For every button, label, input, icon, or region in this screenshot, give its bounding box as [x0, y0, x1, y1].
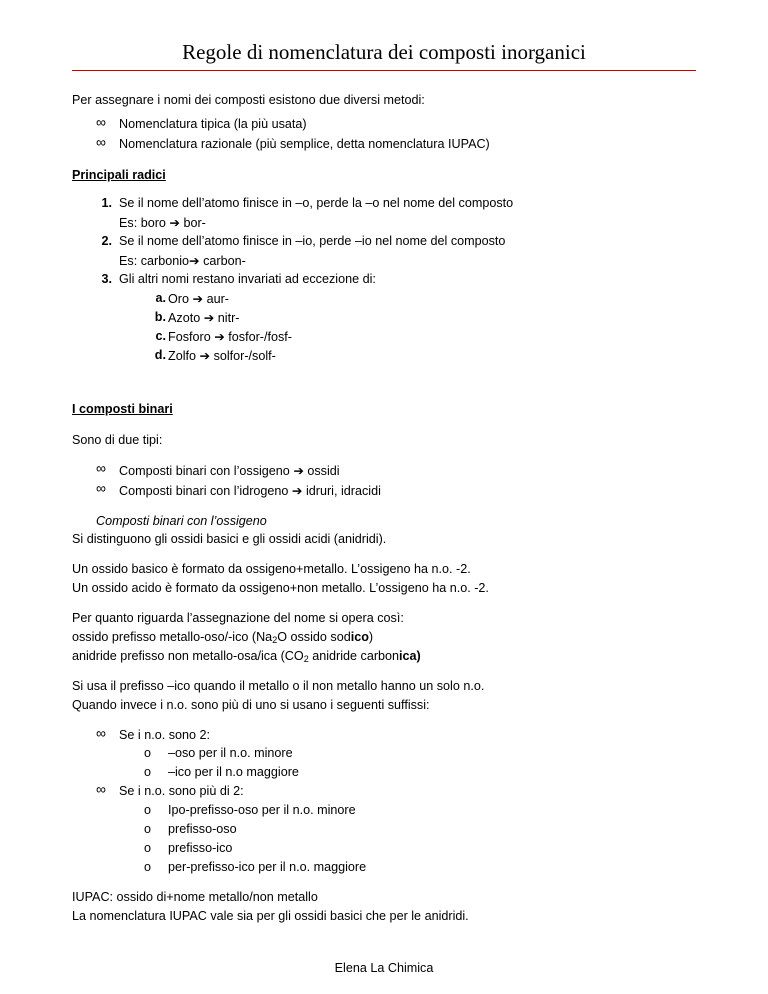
bullet-circle-icon: o	[144, 765, 152, 779]
suffix-rule: –ico per il n.o maggiore	[168, 765, 299, 779]
binari-type: Composti binari con l’idrogeno ➔ idruri, idracidi	[119, 484, 381, 498]
bullet-circle-icon: o	[144, 746, 152, 760]
bullet-infinity-icon: ∞	[96, 480, 106, 496]
paragraph: Un ossido basico è formato da ossigeno+metallo. L’ossigeno ha n.o. -2.	[72, 562, 471, 576]
bullet-infinity-icon: ∞	[96, 114, 106, 130]
list-number: 2.	[101, 234, 112, 248]
suffix-rule: per-prefisso-ico per il n.o. maggiore	[168, 860, 367, 874]
paragraph: Un ossido acido è formato da ossigeno+non metallo. L’ossigeno ha n.o. -2.	[72, 581, 489, 595]
rule-text: Se il nome dell’atomo finisce in –o, perde la –o nel nome del composto	[119, 196, 514, 210]
arrow-right-icon: ➔	[293, 464, 304, 478]
list-letter: c.	[155, 329, 166, 343]
exception-item: Oro ➔ aur-	[168, 292, 229, 306]
paragraph: IUPAC: ossido di+nome metallo/non metallo	[72, 890, 318, 904]
bullet-circle-icon: o	[144, 841, 152, 855]
list-letter: a.	[155, 291, 166, 305]
arrow-right-icon: ➔	[189, 254, 200, 268]
bullet-infinity-icon: ∞	[96, 725, 106, 741]
exception-item: Zolfo ➔ solfor-/solf-	[168, 349, 276, 363]
list-letter: d.	[154, 348, 166, 362]
naming-rule-ossido: ossido prefisso metallo-oso/-ico ($Na_2O$ ossido sodico)	[72, 630, 374, 645]
paragraph: Per quanto riguarda l’assegnazione del nome si opera così:	[72, 611, 404, 625]
list-number: 3.	[101, 272, 112, 286]
page-footer-author: Elena La Chimica	[334, 961, 434, 975]
paragraph: Si distinguono gli ossidi basici e gli ossidi acidi (anidridi).	[72, 532, 387, 546]
rule-example: Es: carbonio➔ carbon-	[119, 254, 246, 268]
arrow-right-icon: ➔	[203, 311, 215, 325]
section-heading-radici: Principali radici	[72, 168, 166, 182]
method-item: Nomenclatura razionale (più semplice, detta nomenclatura IUPAC)	[119, 137, 490, 151]
suffix-rule: Ipo-prefisso-oso per il n.o. minore	[168, 803, 356, 817]
exception-item: Azoto ➔ nitr-	[168, 311, 240, 325]
intro-text: Per assegnare i nomi dei composti esistono due diversi metodi:	[72, 93, 425, 107]
bullet-infinity-icon: ∞	[96, 460, 106, 476]
bullet-circle-icon: o	[144, 803, 152, 817]
title-underline	[72, 70, 696, 71]
rule-text: Gli altri nomi restano invariati ad eccezione di:	[119, 272, 376, 286]
binari-intro: Sono di due tipi:	[72, 433, 163, 447]
section-heading-binari: I composti binari	[72, 402, 173, 416]
bullet-circle-icon: o	[144, 822, 152, 836]
bullet-infinity-icon: ∞	[96, 134, 106, 150]
bullet-circle-icon: o	[144, 860, 152, 874]
arrow-right-icon: ➔	[169, 216, 180, 230]
bullet-infinity-icon: ∞	[96, 781, 106, 797]
arrow-right-icon: ➔	[291, 484, 303, 498]
binari-type: Composti binari con l’ossigeno ➔ ossidi	[119, 464, 340, 478]
arrow-right-icon: ➔	[192, 292, 204, 306]
subsection-heading: Composti binari con l’ossigeno	[96, 514, 267, 528]
paragraph: Si usa il prefisso –ico quando il metallo o il non metallo hanno un solo n.o.	[72, 679, 485, 693]
suffix-rule: –oso per il n.o. minore	[168, 746, 293, 760]
list-letter: b.	[154, 310, 166, 324]
naming-rule-anidride: anidride prefisso non metallo-osa/ica ($CO_2$ anidride carbonica)	[72, 649, 421, 664]
method-item: Nomenclatura tipica (la più usata)	[119, 117, 307, 131]
suffix-rule: prefisso-oso	[168, 822, 237, 836]
arrow-right-icon: ➔	[199, 349, 211, 363]
arrow-right-icon: ➔	[214, 330, 225, 344]
exception-item: Fosforo ➔ fosfor-/fosf-	[168, 330, 292, 344]
rule-example: Es: boro ➔ bor-	[119, 216, 206, 230]
rule-text: Se il nome dell’atomo finisce in –io, perde –io nel nome del composto	[119, 234, 506, 248]
page-title: Regole di nomenclatura dei composti inorganici	[182, 40, 586, 64]
suffix-rule: prefisso-ico	[168, 841, 233, 855]
suffix-case: Se i n.o. sono 2:	[119, 728, 211, 742]
suffix-case: Se i n.o. sono più di 2:	[119, 784, 244, 798]
paragraph: Quando invece i n.o. sono più di uno si usano i seguenti suffissi:	[72, 698, 430, 712]
list-number: 1.	[101, 196, 112, 210]
paragraph: La nomenclatura IUPAC vale sia per gli ossidi basici che per le anidridi.	[72, 909, 469, 923]
